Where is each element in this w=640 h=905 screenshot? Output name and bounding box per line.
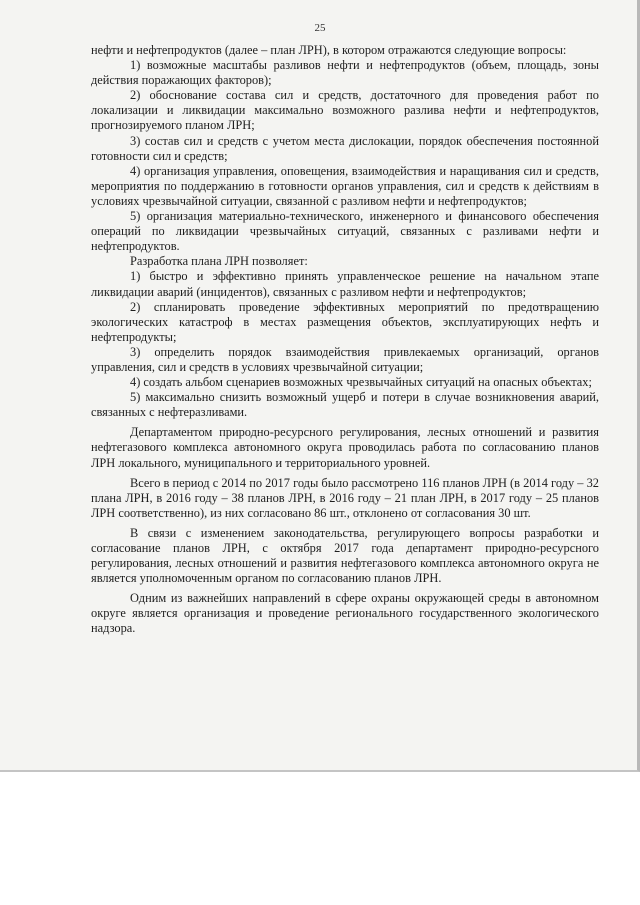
paragraph-legislation: В связи с изменением законодательства, регулирующего вопросы разработки и согласование планов ЛРН, с октября 2017 года департамент природно-ресурсного регулирования, лесных отношений и развития нефтегазового комплекса автономного округа не является уполномоченным органом по согласованию планов ЛРН.	[91, 525, 599, 586]
list-item-interaction: 3) определить порядок взаимодействия привлекаемых организаций, органов управления, сил и средств в условиях чрезвычайной ситуации;	[91, 344, 599, 374]
page-number: 25	[314, 22, 326, 34]
paragraph-plan-allows: Разработка плана ЛРН позволяет:	[130, 254, 308, 269]
paragraph-statistics: Всего в период с 2014 по 2017 годы было рассмотрено 116 планов ЛРН (в 2014 году – 32 плана ЛРН, в 2016 году – 38 планов ЛРН, в 2016 году – 21 план ЛРН, в 2017 году – 25 планов ЛРН соответственно), из них согласовано 86 шт., отклонено от согласования 30 шт.	[91, 475, 599, 520]
list-item-forces-justification: 2) обоснование состава сил и средств, достаточного для проведения работ по локализации и ликвидации максимально возможного разлива нефти и нефтепродуктов, прогнозируемого планом ЛРН;	[91, 88, 599, 133]
list-item-scenarios: 4) создать альбом сценариев возможных чрезвычайных ситуаций на опасных объектах;	[130, 375, 592, 390]
document-body	[91, 43, 599, 637]
paragraph-supervision: Одним из важнейших направлений в сфере охраны окружающей среды в автономном округе является организация и проведение регионального государственного экологического надзора.	[91, 591, 599, 636]
list-item-decision: 1) быстро и эффективно принять управленческое решение на начальном этапе ликвидации аварий (инцидентов), связанных с разливом нефти и нефтепродуктов;	[91, 269, 599, 299]
list-item-scale: 1) возможные масштабы разливов нефти и нефтепродуктов (объем, площадь, зоны действия поражающих факторов);	[91, 58, 599, 88]
list-item-damage: 5) максимально снизить возможный ущерб и потери в случае возникновения аварий, связанных с нефтеразливами.	[91, 390, 599, 420]
paragraph-intro: нефти и нефтепродуктов (далее – план ЛРН), в котором отражаются следующие вопросы:	[91, 43, 567, 57]
list-item-management: 4) организация управления, оповещения, взаимодействия и наращивания сил и средств, мероприятия по поддержанию в готовности органов управления, сил и средств к действиям в условиях чрезвычайной ситуации, связанной с разливом нефти и нефтепродуктов;	[91, 163, 599, 208]
list-item-prevention: 2) спланировать проведение эффективных мероприятий по предотвращению экологических катастроф в местах размещения объектов, эксплуатирующих нефть и нефтепродукты;	[91, 299, 599, 344]
paragraph-department-work: Департаментом природно-ресурсного регулирования, лесных отношений и развития нефтегазового комплекса автономного округа проводилась работа по согласованию планов ЛРН локального, муниципального и территориального уровней.	[91, 425, 599, 470]
list-item-logistics: 5) организация материально-технического, инженерного и финансового обеспечения операций по ликвидации чрезвычайных ситуаций, связанных с разливами нефти и нефтепродуктов.	[91, 209, 599, 254]
list-item-forces-composition: 3) состав сил и средств с учетом места дислокации, порядок обеспечения постоянной готовности сил и средств;	[91, 133, 599, 163]
